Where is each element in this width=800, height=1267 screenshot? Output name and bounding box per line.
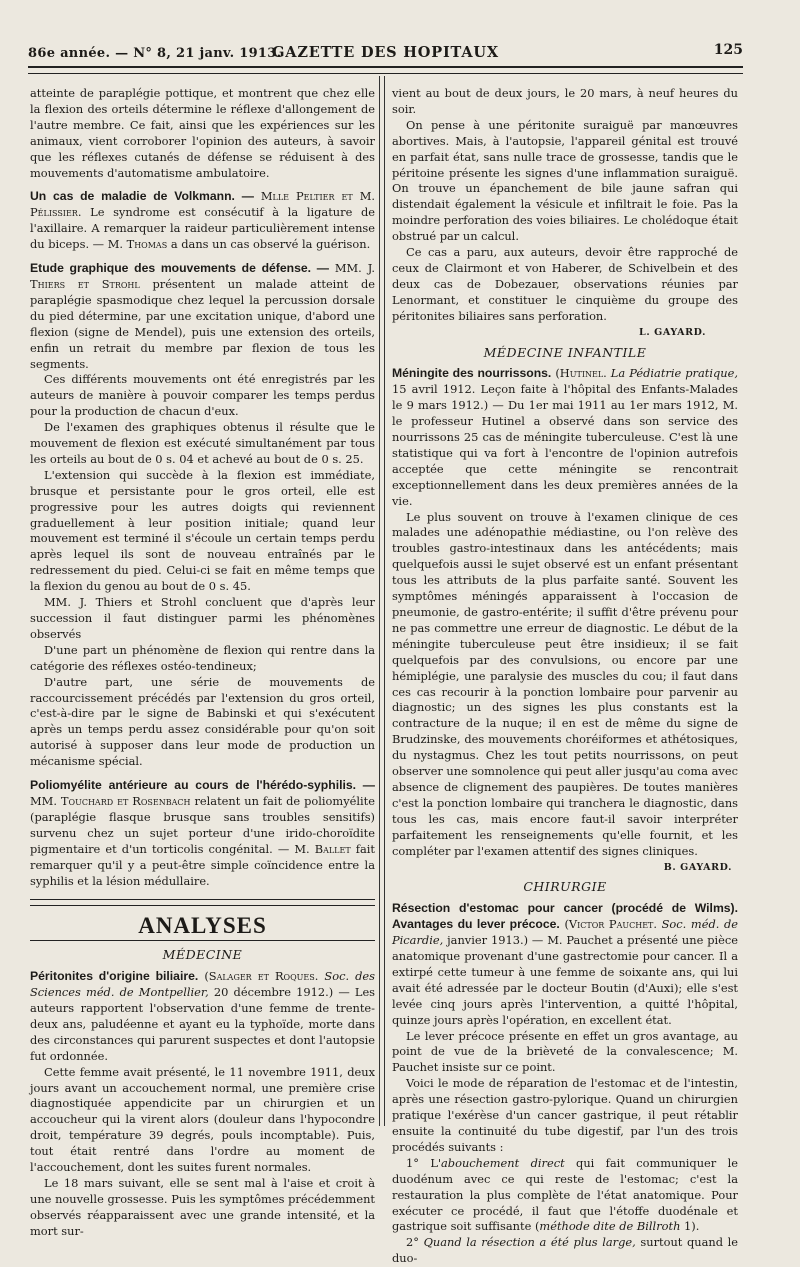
polio-text-2: fait remarquer qu'il y a peut-être simple coïncidence entre la syphilis et la lésion médullaire. (30, 841, 375, 888)
chirurgie-heading: CHIRURGIE (523, 879, 607, 895)
analyses-rule-top (30, 899, 375, 906)
meningite-ref-date: 15 avril 1912. Leçon faite à l'hôpital des Enfants-Malades le 9 mars 1912.) — (392, 382, 738, 413)
defense-title: Etude graphique des mouvements de défense. — (30, 261, 329, 276)
resection-p4-a: 1° L' (406, 1155, 442, 1170)
peritonites-continued: vient au bout de deux jours, le 20 mars, à neuf heures du soir. (392, 86, 738, 116)
defense-p6: D'une part un phénomène de flexion qui rentre dans la catégorie des réflexes ostéo-tendineux; (30, 642, 375, 673)
volkmann-article (30, 189, 375, 253)
analyses-heading: ANALYSES (138, 913, 267, 939)
volkmann-authors: Mlle Peltier et M. Pélissier. (30, 189, 375, 220)
defense-p4: L'extension qui succède à la flexion est immédiate, brusque et persistante pour le gros orteil, elle est progressive pour les autres doigts qui reviennent graduellement à leur position initiale; quand leur mouvement est terminé il s'écoule un certain temps perdu après lequel ils sont de nouveau entraînés par le redressement du pied. Celui-ci se fait en même temps que la flexion du genou au bout de 0 s. 45. (30, 467, 375, 594)
meningite-title: Méningite des nourrissons. (392, 366, 552, 381)
intro-paragraph: atteinte de paraplégie pottique, et montrent que chez elle la flexion des orteils détermine le réflexe d'allongement de l'autre membre. Ce fait, ainsi que les expériences sur les animaux, vient corroborer l'opinion des auteurs, à savoir que les réflexes cutanés de défense se réduisent à des mouvements d'automatisme ambulatoire. (30, 86, 375, 180)
peritonites-p3: Le 18 mars suivant, elle se sent mal à l'aise et croit à une nouvelle grossesse. Puis les symptômes précédemment observés réapparaissent avec une grande intensité, et la mort sur- (30, 1176, 375, 1238)
resection-ref-date: janvier 1913.) — (447, 933, 544, 948)
journal-title: GAZETTE DES HOPITAUX (272, 44, 499, 61)
medecine-heading: MÉDECINE (162, 947, 243, 963)
resection-title: Résection d'estomac pour cancer (procédé de Wilms). Avantages du lever précoce. (392, 901, 738, 932)
resection-p4-b: abouchement direct (441, 1155, 565, 1170)
peritonites-ref-authors: (Salager et Roques. (204, 969, 319, 984)
resection-p5-b: Quand la résection a été plus large, (423, 1235, 636, 1250)
defense-p7: D'autre part, une série de mouvements de raccourcissement précédés par l'extension du gros orteil, c'est-à-dire par le signe de Babinski et qui s'exécutent après un temps perdu assez considérable pour qu'on soit autorisé à supposer dans leur mode de production un mécanisme spécial. (30, 674, 375, 769)
resection-p4 (392, 1156, 738, 1236)
header-rule (28, 66, 743, 74)
issue-line: 86e année. — N° 8, 21 janv. 1913. (28, 46, 282, 61)
resection-p5 (392, 1235, 738, 1267)
defense-p3: De l'examen des graphiques obtenus il résulte que le mouvement de flexion est exécuté simultanément par tous les orteils au bout de 0 s. 04 et achevé au bout de 0 s. 25. (30, 420, 375, 466)
peritonites-p4: On pense à une péritonite suraiguë par manœuvres abortives. Mais, à l'autopsie, l'appareil génital est trouvé en parfait état, sans nulle trace de grossesse, tandis que le péritoine présente les signes d'une inflammation suraiguë. On trouve un épanchement de bile jaune safran qui distendait également la vésicule et infiltrait le foie. Pas la moindre perforation des voies biliaires. Le cholédoque était obstrué par un calcul. (392, 117, 738, 244)
resection-p4-e: 1). (684, 1219, 700, 1234)
defense-p5: MM. J. Thiers et Strohl concluent que d'après leur succession il faut distinguer parmi les phénomènes observés (30, 595, 375, 641)
analyses-rule-bottom (30, 940, 375, 941)
thomas-author: M. Thomas (107, 237, 168, 252)
meningite-ref-author: (Hutinel. (555, 366, 607, 381)
resection-ref-journal: Soc. méd. de Picardie, (392, 917, 738, 948)
peritonites-ref-journal: Soc. des Sciences méd. de Montpellier, (30, 969, 376, 1000)
resection-article (392, 901, 738, 1028)
medecine-infantile-heading: MÉDECINE INFANTILE (483, 344, 647, 360)
defense-authors: MM. J. Thiers et Strohl (30, 261, 375, 291)
meningite-p2: Le plus souvent on trouve à l'examen clinique de ces malades une adénopathie médiastine, ou l'on relève des troubles gastro-intestinaux dans les antécédents; mais quelquefois aussi le sujet observé est un enfant présentant tous les attributs de la plus parfaite santé. Souvent les symptômes méningés apparaissent à l'occasion de pneumonie, de gastro-entérite; il suffit d'être prévenu pour ne pas commettre une erreur de diagnostic. Le début de la méningite tuberculeuse peut être insidieux; il se fait quelquefois par des convulsions, ou encore par une hémiplégie, une paralysie des muscles du cou; il faut dans ces cas recourir à la ponction lombaire pour parvenir au diagnostic; un des signes les plus constants est la contracture de la nuque; il en est de même du signe de Brudzinske, des mouvements choréiformes et athétosiques, du nystagmus. Chez les tout petits nourrissons, on peut observer une somnolence qui peut aller jusqu'au coma avec absence de clignement des paupières. De toutes manières c'est la ponction lombaire qui tranchera le diagnostic, dans tous les cas, mais encore faut-il savoir interpréter parfaitement les renseignements qu'elle fournit, et les compléter par l'examen attentif des signes cliniques. (392, 509, 738, 858)
peritonites-ref-date: 20 décembre 1912.) — (213, 985, 350, 1000)
resection-p4-d: méthode dite de Billroth (539, 1219, 681, 1234)
resection-p4-c: qui fait communiquer le duodénum avec ce qui reste de l'estomac; c'est la restauration la plus complète de l'état anatomique. Pour exécuter ce procédé, il faut que l'étoffe duodénale et gastrique soit suffisante ( (392, 1155, 738, 1234)
volkmann-title: Un cas de maladie de Volkmann. — (30, 189, 254, 204)
polio-article (30, 778, 375, 889)
resection-p1: M. Pauchet a présenté une pièce anatomique provenant d'une gastrectomie pour cancer. Il a extirpé cette tumeur à une femme de soixante ans, qui lui avait été adressée par le docteur Boutin (d'Auxi); elle s'est levée cinq jours après l'intervention, a quitté l'hôpital, quinze jours après l'opération, en excellent état. (392, 933, 739, 1027)
peritonites-title: Péritonites d'origine biliaire. (30, 969, 199, 984)
meningite-p1: Du 1er mai 1911 au 1er mars 1912, M. le professeur Hutinel a observé dans son service des nourrissons 25 cas de méningite tuberculeuse. C'est là une statistique qui va fort à l'encontre de l'opinion autrefois acceptée que cette méningite se rencontrait exceptionnellement dans les deux premières années de la vie. (392, 398, 738, 508)
resection-p3: Voici le mode de réparation de l'estomac et de l'intestin, après une résection gastro-pylorique. Quand un chirurgien pratique l'exérèse d'un cancer gastrique, il peut rétablir ensuite la continuité du tube digestif, par l'un des trois procédés suivants : (392, 1076, 738, 1154)
defense-p1: présentent un malade atteint de paraplégie spasmodique chez lequel la percussion dorsale du pied détermine, par une excitation unique, d'abord une flexion (signe de Mendel), puis une extension des orteils, enfin un retrait du membre par flexion de tous les segments. (30, 276, 375, 371)
peritonites-p1: Les auteurs rapportent l'observation d'une femme de trente-deux ans, paludéenne et ayant eu la typhoïde, morte dans des circonstances qui parurent suspectes et dont l'autopsie fut ordonnée. (30, 985, 376, 1063)
defense-p2: Ces différents mouvements ont été enregistrés par les auteurs de manière à pouvoir comparer les temps perdus pour la production de chacun d'eux. (30, 372, 375, 419)
right-column (392, 86, 738, 1267)
peritonites-p5: Ce cas a paru, aux auteurs, devoir être rapproché de ceux de Clairmont et von Haberer, de Schivelbein et des deux cas de Dobezauer, observations réunies par Lenormant, et constituer le cinquième du groupe des péritonites biliaires sans perforation. (392, 245, 738, 323)
resection-p2: Le lever précoce présente en effet un gros avantage, au point de vue de la brièveté de la convalescence; M. Pauchet insiste sur ce point. (392, 1028, 738, 1075)
left-column (30, 86, 375, 1240)
resection-p5-c: surtout quand le duo- (392, 1235, 739, 1266)
resection-ref-author: (Victor Pauchet. (564, 917, 657, 932)
page-number: 125 (713, 42, 743, 58)
signature-gayard-1: L. GAYARD. (639, 326, 706, 338)
column-divider (379, 76, 385, 1126)
defense-article (30, 261, 375, 372)
peritonites-article (30, 969, 375, 1064)
volkmann-text: Le syndrome est consécutif à la ligature de l'axillaire. A remarquer la raideur particulièrement intense du biceps. — (30, 205, 376, 252)
polio-text: relatent un fait de poliomyélite (paraplégie flasque brusque sans troubles sensitifs) survenu chez un sujet porteur d'une irido-choroïdite pigmentaire et d'un torticolis congénital. — (30, 793, 376, 856)
meningite-article (392, 366, 738, 509)
ballet-author: M. Ballet (294, 841, 351, 856)
analyses-section (30, 899, 375, 963)
peritonites-p2: Cette femme avait présenté, le 11 novembre 1911, deux jours avant un accouchement normal, une première crise diagnostiquée appendicite par un chirurgien et un accoucheur qui la virent alors (douleur dans l'hypocondre droit, température 39 degrés, pouls incomptable). Puis, tout était rentré dans l'ordre au moment de l'accouchement, dont les suites furent normales. (30, 1064, 375, 1175)
volkmann-text-2: a dans un cas observé la guérison. (170, 237, 371, 252)
resection-p5-a: 2° (406, 1235, 419, 1250)
polio-title: Poliomyélite antérieure au cours de l'hérédo-syphilis. — (30, 778, 375, 793)
polio-authors: MM. Touchard et Rosenbach (30, 793, 191, 808)
meningite-ref-journal: La Pédiatrie pratique, (610, 366, 738, 381)
signature-gayard-2: B. GAYARD. (663, 861, 732, 873)
